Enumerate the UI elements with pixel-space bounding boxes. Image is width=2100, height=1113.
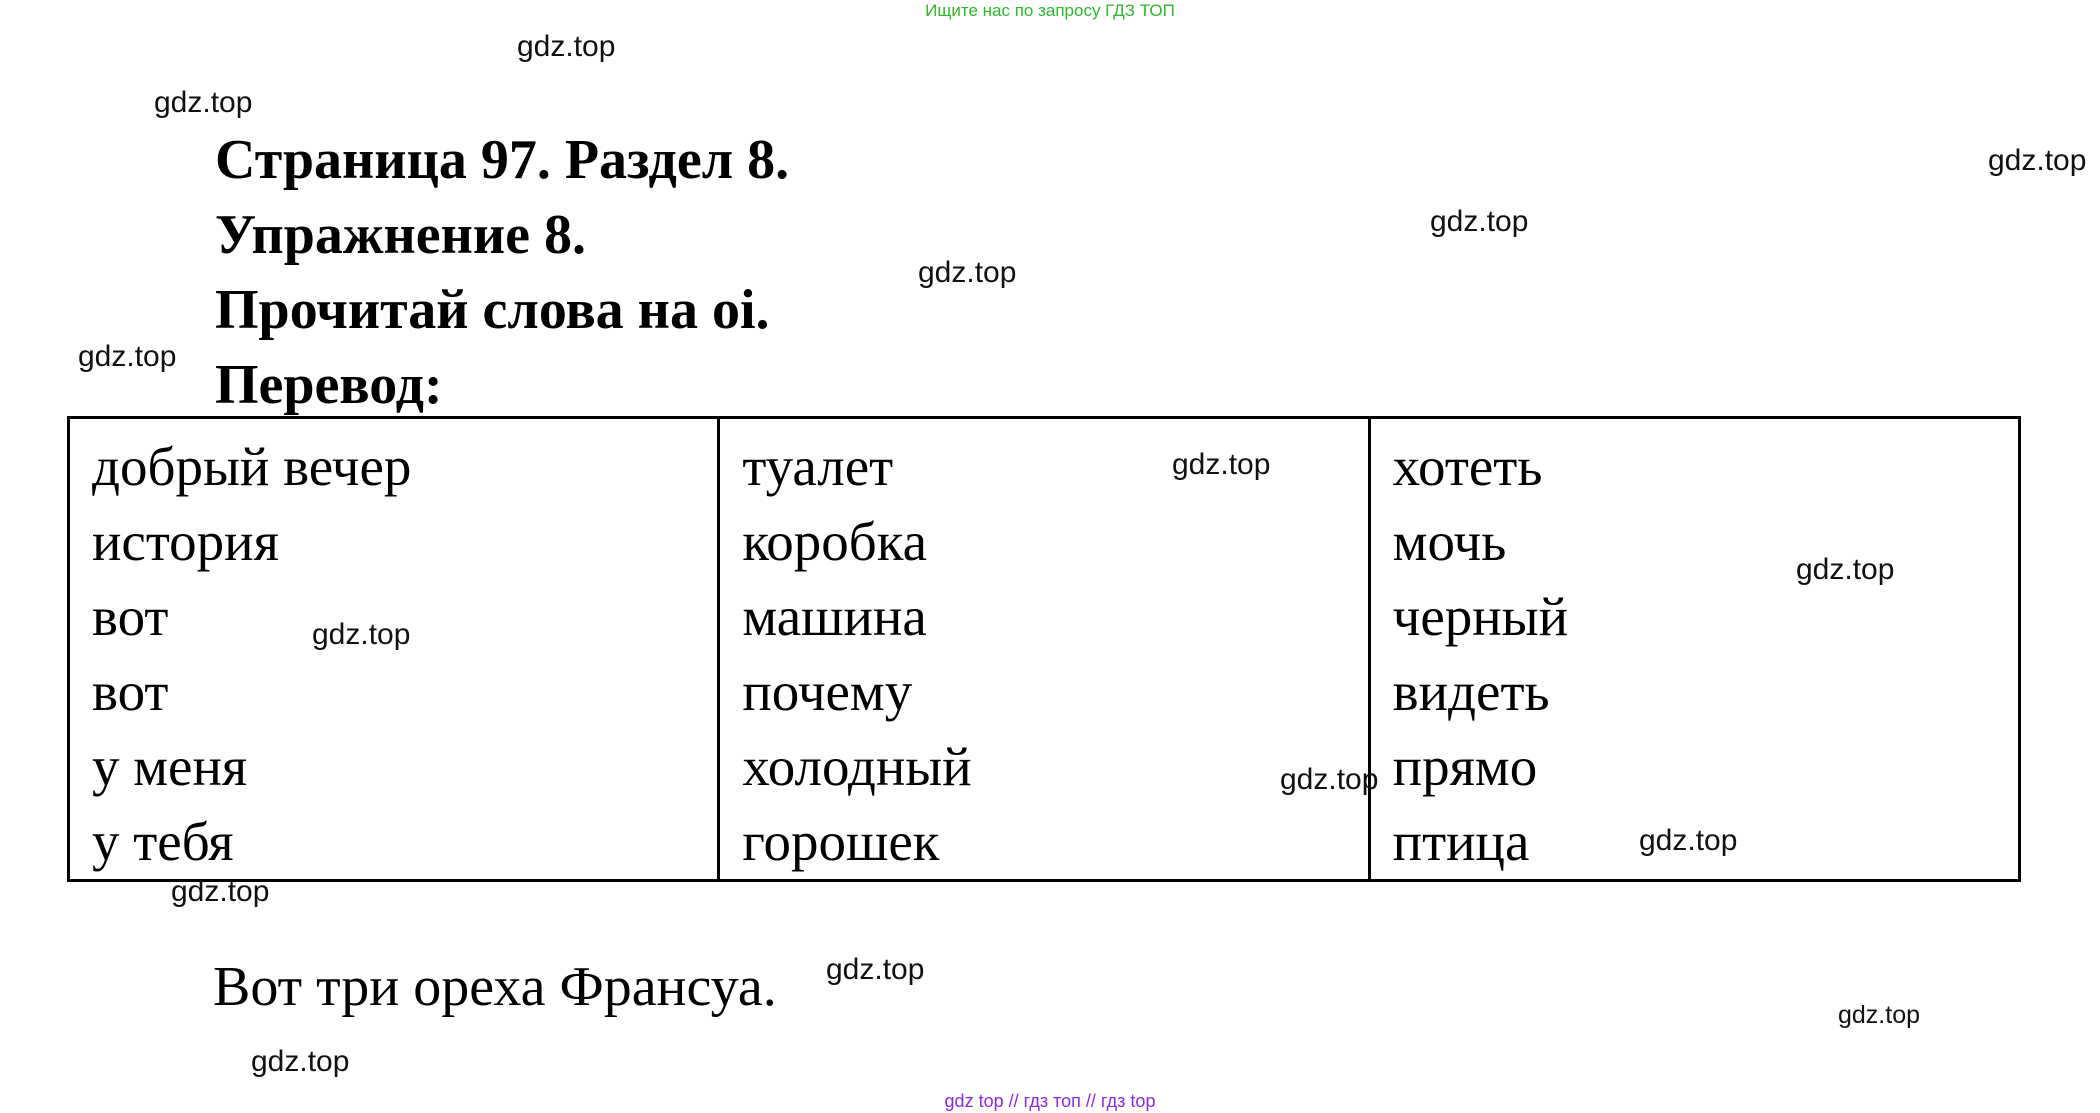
task-heading: Прочитай слова на оі. bbox=[215, 279, 770, 341]
table-cell: машина bbox=[742, 586, 927, 647]
watermark: gdz.top bbox=[918, 256, 1017, 289]
watermark: gdz.top bbox=[1280, 763, 1379, 796]
table-cell: мочь bbox=[1392, 511, 1507, 572]
table-cell: вот bbox=[92, 586, 169, 647]
translation-heading: Перевод: bbox=[215, 354, 443, 416]
watermark: gdz.top bbox=[1639, 824, 1738, 857]
table-cell: вот bbox=[92, 661, 169, 722]
table-cell: птица bbox=[1392, 811, 1530, 872]
table-column-2 bbox=[719, 418, 1369, 881]
watermark: gdz.top bbox=[1796, 553, 1895, 586]
table-cell: туалет bbox=[742, 436, 894, 497]
watermark: gdz.top bbox=[1988, 144, 2087, 177]
table-cell: прямо bbox=[1392, 736, 1538, 797]
table-cell: хотеть bbox=[1392, 436, 1543, 497]
table-cell: черный bbox=[1392, 586, 1569, 647]
table-cell: у меня bbox=[92, 736, 248, 797]
watermark: gdz.top bbox=[826, 953, 925, 986]
table-cell: у тебя bbox=[92, 811, 234, 872]
watermark: gdz.top bbox=[312, 618, 411, 651]
page-section-heading: Страница 97. Раздел 8. bbox=[215, 129, 790, 191]
top-banner[interactable]: Ищите нас по запросу ГДЗ ТОП bbox=[925, 1, 1175, 20]
watermark: gdz.top bbox=[154, 86, 253, 119]
exercise-heading: Упражнение 8. bbox=[215, 204, 587, 266]
watermark: gdz.top bbox=[1430, 205, 1529, 238]
watermark: gdz.top bbox=[1838, 1001, 1921, 1029]
watermark: gdz.top bbox=[171, 875, 270, 908]
watermark: gdz.top bbox=[517, 30, 616, 63]
table-cell: коробка bbox=[742, 511, 928, 572]
table-cell: добрый вечер bbox=[92, 436, 412, 497]
table-column-3 bbox=[1369, 418, 2019, 881]
table-cell: холодный bbox=[742, 736, 972, 797]
table-cell: история bbox=[92, 511, 279, 572]
watermark: gdz.top bbox=[251, 1045, 350, 1078]
example-sentence: Вот три ореха Франсуа. bbox=[213, 956, 777, 1018]
table-cell: почему bbox=[742, 661, 913, 722]
watermark: gdz.top bbox=[78, 340, 177, 373]
table-cell: горошек bbox=[742, 811, 940, 872]
footer-links[interactable]: gdz top // гдз топ // гдз top bbox=[944, 1091, 1156, 1111]
table-cell: видеть bbox=[1392, 661, 1550, 722]
watermark: gdz.top bbox=[1172, 448, 1271, 481]
